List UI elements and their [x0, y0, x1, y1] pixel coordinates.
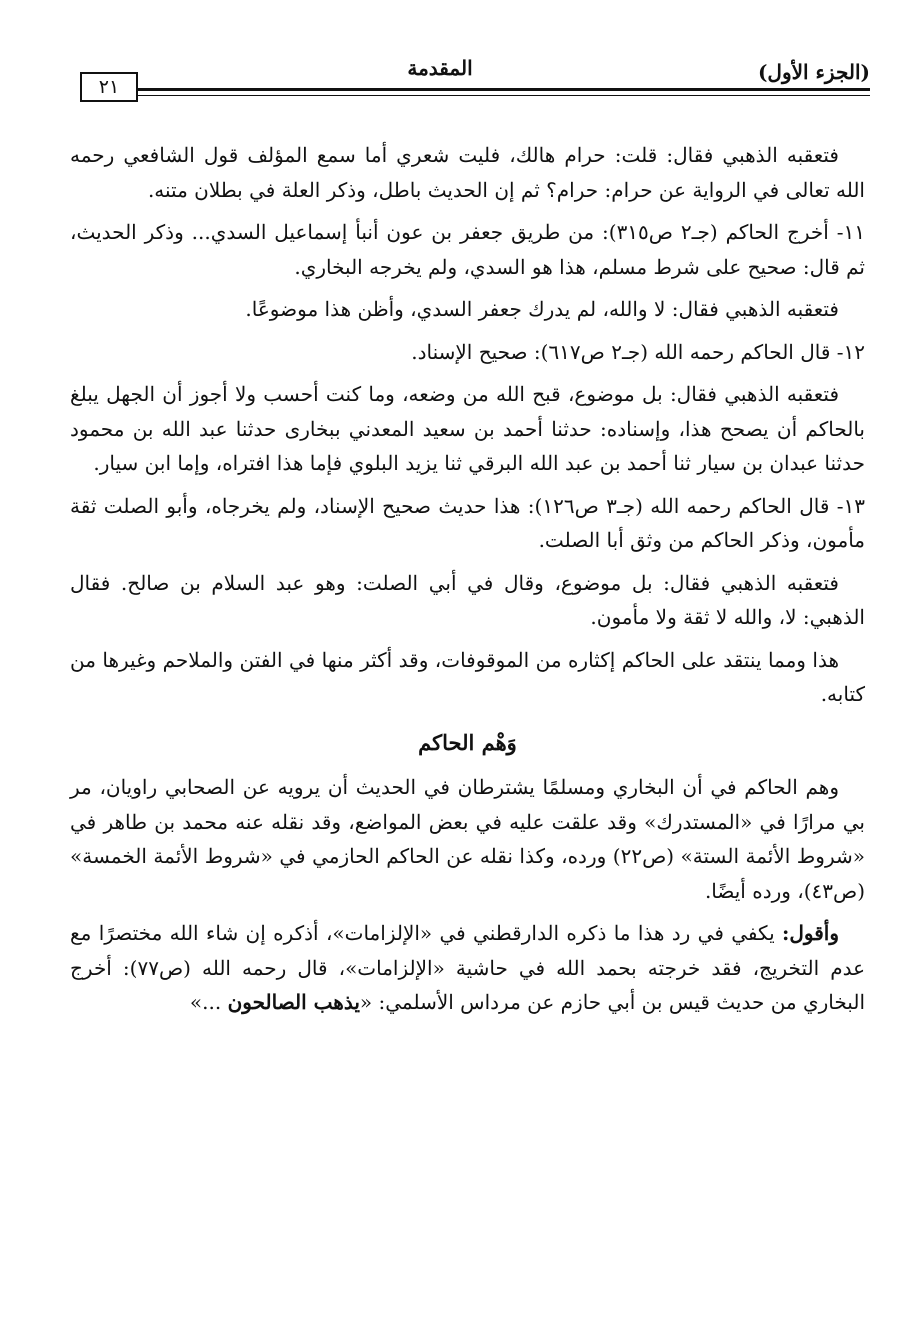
- header-rule-thin: [138, 95, 870, 96]
- paragraph-item-12: ١٢- قال الحاكم رحمه الله (جـ٢ ص٦١٧): صحيح الإسناد.: [411, 339, 865, 364]
- paragraph-10-end: ...»: [189, 990, 228, 1014]
- page-header: [70, 54, 870, 104]
- paragraph-8: هذا ومما ينتقد على الحاكم إكثاره من الموقوفات، وقد أكثر منها في الفتن والملاحم وغيرها من كتابه.: [70, 647, 865, 706]
- paragraph-item-11: ١١- أخرج الحاكم (جـ٢ ص٣١٥): من طريق جعفر بن عون أنبأ إسماعيل السدي... وذكر الحديث، ثم قال: صحيح على شرط مسلم، هذا هو السدي، ولم يخرجه البخاري.: [70, 220, 865, 279]
- paragraph-10: [70, 916, 865, 1020]
- paragraph-9: وهم الحاكم في أن البخاري ومسلمًا يشترطان في الحديث أن يرويه عن الصحابي راويان، مر بي مرارًا في «المستدرك» وقد علقت عليه في بعض المواضع، وقد نقله عنه محمد بن طاهر في «شروط الأئمة الستة» (ص٢٢) ورده، وكذا نقله عن الحاكم الحازمي في «شروط الأئمة الخمسة» (ص٤٣)، ورده أيضًا.: [70, 775, 865, 903]
- paragraph-item-13: ١٣- قال الحاكم رحمه الله (جـ٣ ص١٢٦): هذا حديث صحيح الإسناد، ولم يخرجاه، وأبو الصلت ثقة مأمون، وذكر الحاكم من وثق أبا الصلت.: [70, 493, 866, 552]
- header-rule: [138, 88, 870, 91]
- page-number: ٢١: [80, 72, 138, 102]
- running-title: المقدمة: [407, 56, 473, 80]
- body-text: [70, 138, 865, 1028]
- paragraph-1: فتعقبه الذهبي فقال: قلت: حرام هالك، فليت شعري أما سمع المؤلف قول الشافعي رحمه الله تعالى في الرواية عن حرام: حرام؟ ثم إن الحديث باطل، وذكر العلة في بطلان متنه.: [70, 143, 865, 202]
- paragraph-5: فتعقبه الذهبي فقال: بل موضوع، قبح الله من وضعه، وما كنت أحسب ولا أجوز أن الجهل يبلغ بالحاكم أن يصحح هذا، وإسناده: حدثنا أحمد بن سعيد المعدني ببخارى حدثنا عبد الله بن محمود حدثنا عبدان بن سيار ثنا أحمد بن عبد الله البرقي ثنا يزيد البلوي فإما هذا افتراه، وإما ابن سيار.: [70, 382, 865, 475]
- part-label: (الجزء الأول): [757, 60, 870, 84]
- paragraph-10-body: يكفي في رد هذا ما ذكره الدارقطني في «الإلزامات»، أذكره إن شاء الله مختصرًا مع عدم التخريج، فقد خرجته بحمد الله في حاشية «الإلزامات»، قال رحمه الله (ص٧٧): أخرج البخاري من حديث قيس بن أبي حازم عن مرداس الأسلمي: «: [70, 921, 866, 1014]
- paragraph-3: فتعقبه الذهبي فقال: لا والله، لم يدرك جعفر السدي، وأظن هذا موضوعًا.: [245, 297, 839, 321]
- quoted-hadith: يذهب الصالحون: [227, 990, 360, 1014]
- lead-phrase: وأقول:: [781, 921, 839, 945]
- paragraph-7: فتعقبه الذهبي فقال: بل موضوع، وقال في أبي الصلت: وهو عبد السلام بن صالح. فقال الذهبي: لا، والله لا ثقة ولا مأمون.: [70, 570, 865, 629]
- section-title: وَهْم الحاكم: [418, 729, 517, 755]
